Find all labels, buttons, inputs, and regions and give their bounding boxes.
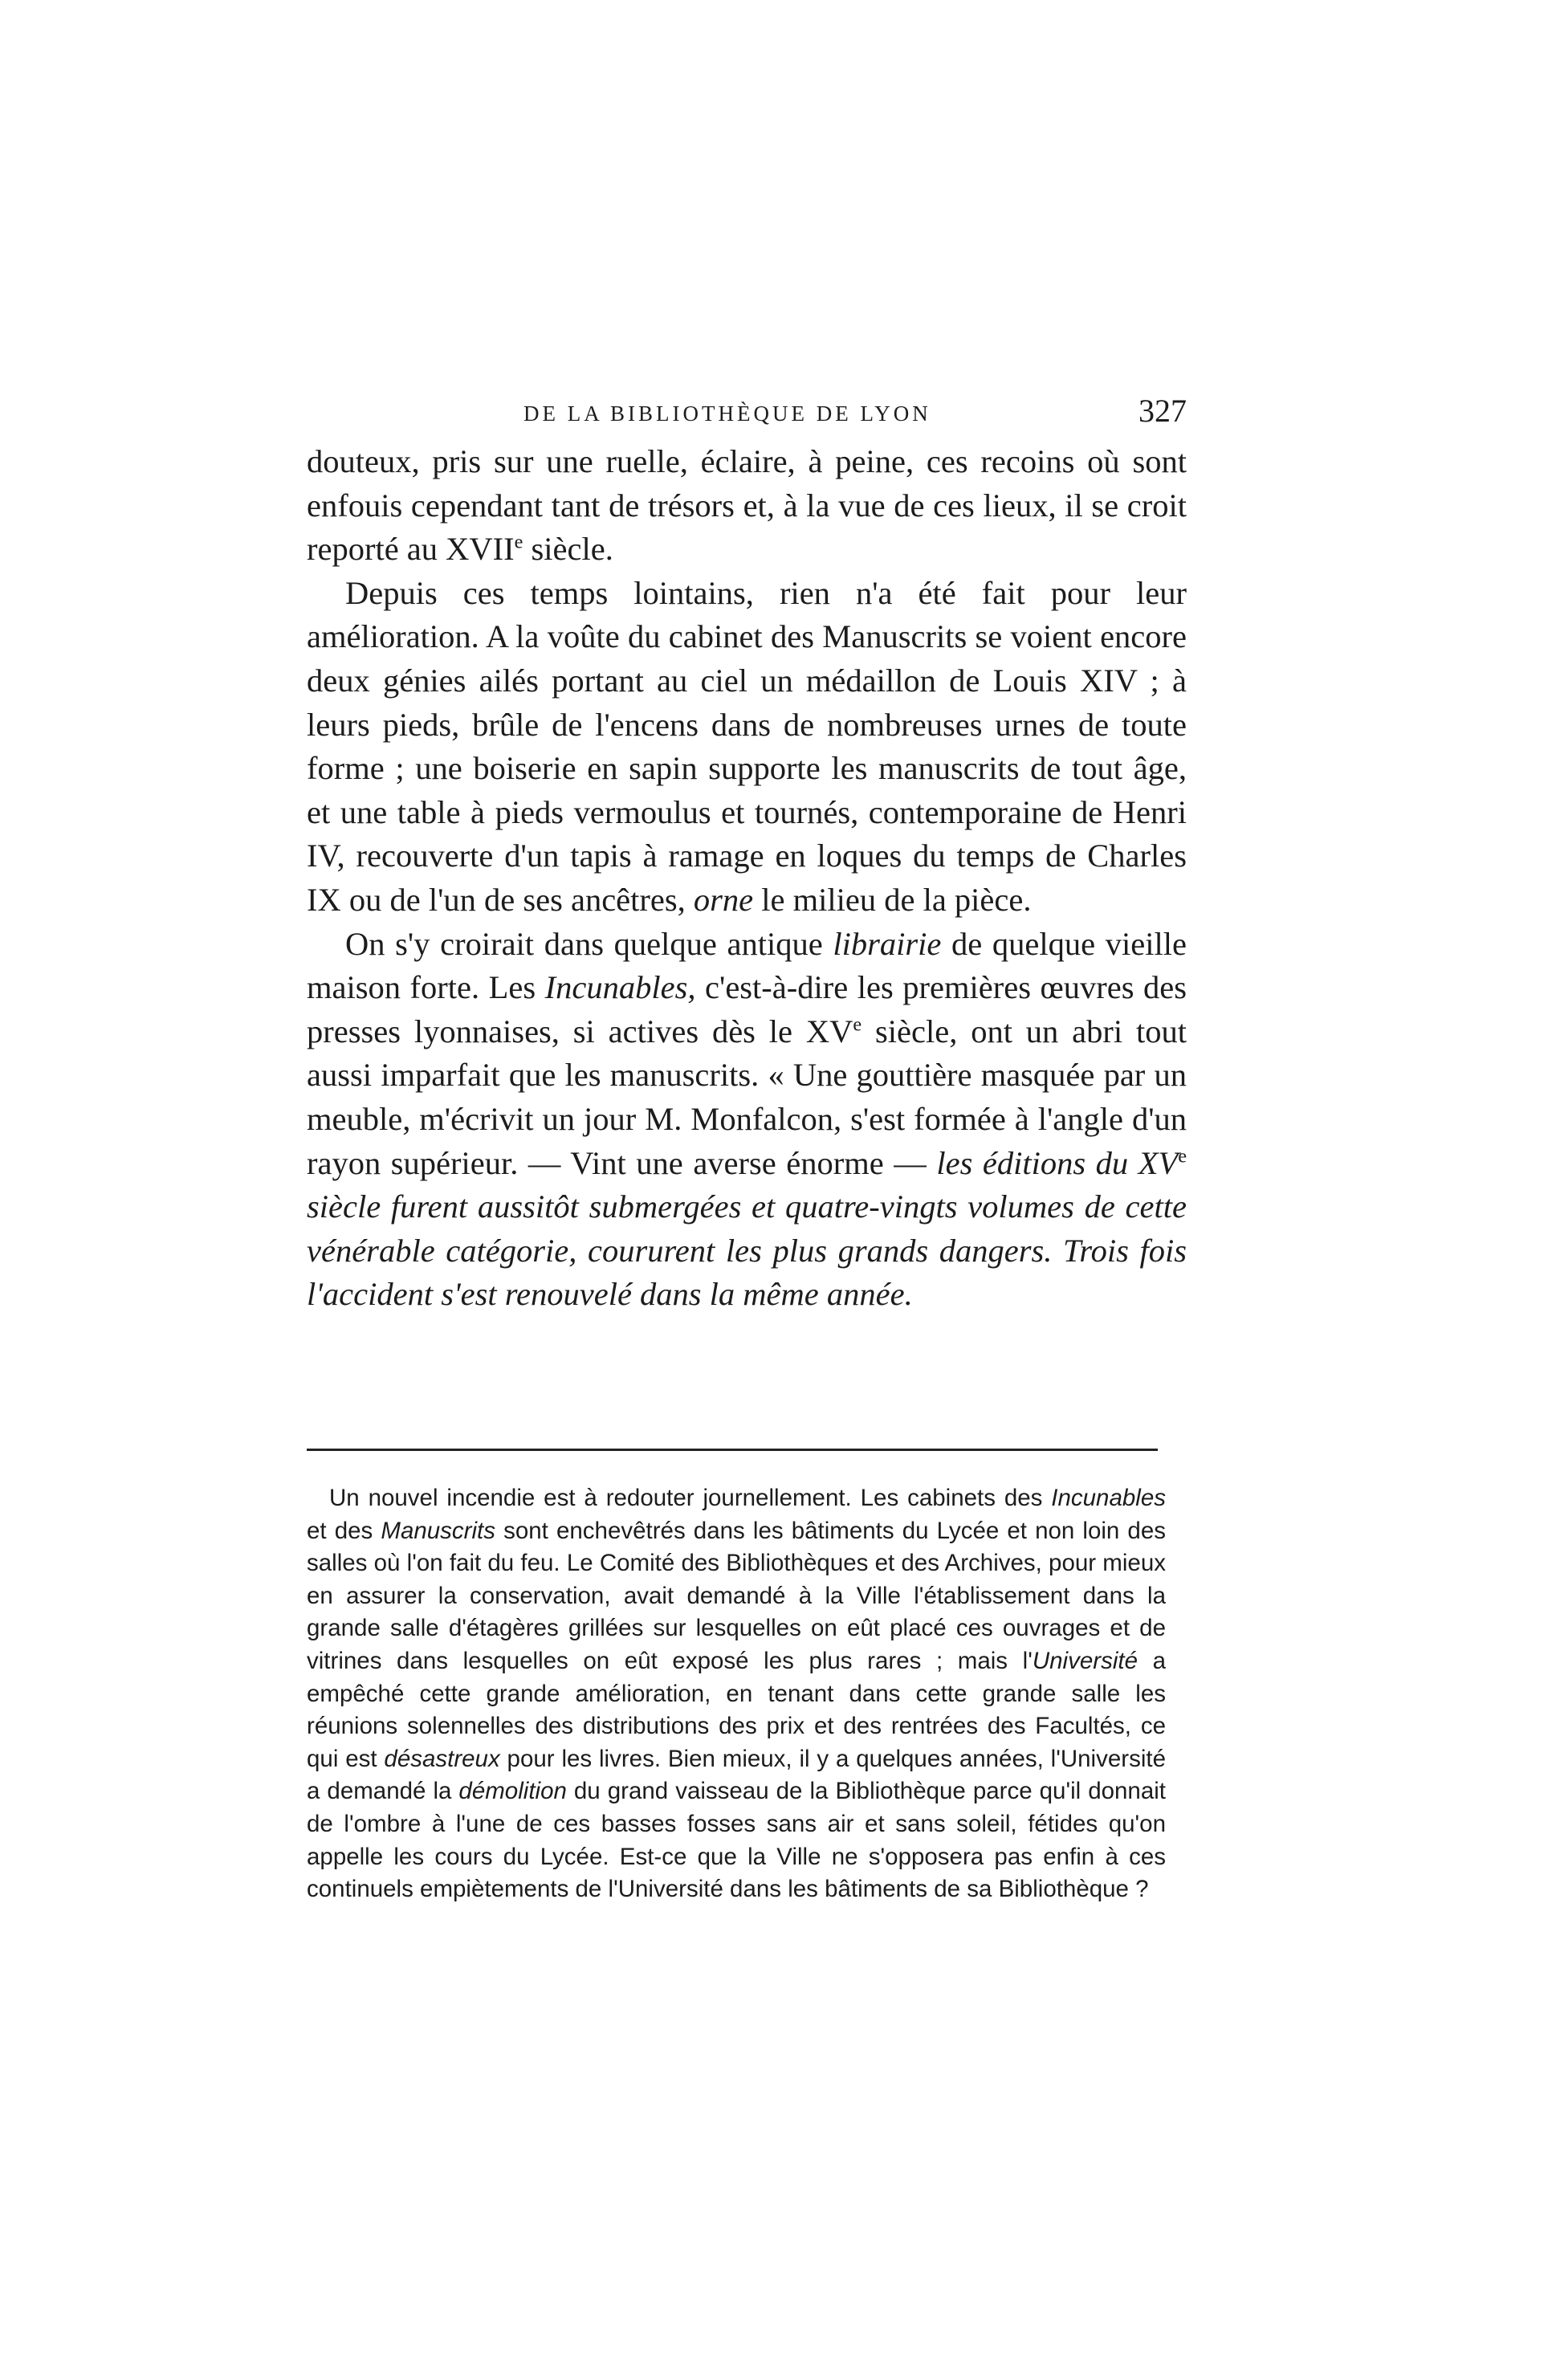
text-run: a empêché cette grande amélioration, en tenant dans cette grande salle les réunions solennelles des distributions des prix et des rentrées des Facultés, ce qui est	[307, 1647, 1166, 1772]
text-run: On s'y croirait dans quelque antique	[345, 925, 833, 962]
italic-run: siècle furent aussitôt submergées et quatre-vingts volumes de cette vénérable catégorie, coururent les plus grands dangers. Trois fois l'accident s'est renouvelé dans la même année.	[307, 1188, 1187, 1313]
text-run: Un nouvel incendie est à redouter journellement. Les cabinets des	[329, 1485, 1052, 1511]
text-run: Depuis ces temps lointains, rien n'a été fait pour leur amélioration. A la voûte du cabinet des Manuscrits se voient encore deux génies ailés portant au ciel un médaillon de Louis XIV ; à leurs pieds, brûle de l'encens dans de nombreuses urnes de toute forme ; une boiserie en sapin supporte les manuscrits de tout âge, et une table à pieds vermoulus et tournés, contemporaine de Henri IV, recouverte d'un tapis à ramage en loques du temps de Charles IX ou de l'un de ses ancêtres,	[307, 574, 1187, 918]
text-run: sont enchevêtrés dans les bâtiments du Lycée et non loin des salles où l'on fait du feu. Le Comité des Bibliothèques et des Archives, pour mieux en assurer la conservation, avait demandé à la Ville l'établissement dans la grande salle d'étagères grillées sur lesquelles on eût placé ces ouvrages et de vitrines dans lesquelles on eût exposé les plus rares ; mais l'	[307, 1517, 1166, 1674]
text-run: le milieu de la pièce.	[753, 881, 1032, 918]
italic-run: désastreux	[384, 1745, 500, 1772]
text-run: du grand vaisseau de la Bibliothèque parce qu'il donnait de l'ombre à l'une de ces basses fosses sans air et sans soleil, fétides qu'on appelle les cours du Lycée. Est-ce que la Ville ne s'opposera pas enfin à ces continuels empiètements de l'Université dans les bâtiments de sa Bibliothèque ?	[307, 1778, 1166, 1903]
italic-run: orne	[693, 881, 754, 918]
italic-run: Manuscrits	[381, 1517, 496, 1544]
footnote	[307, 1482, 1166, 1906]
main-text	[307, 440, 1187, 1317]
running-head	[307, 392, 1187, 432]
paragraph-3	[307, 923, 1187, 1317]
text-run: siècle, ont un abri tout aussi imparfait que les manuscrits. « Une gouttière masquée par un meuble, m'écrivit un jour M. Monfalcon, s'est formée à l'angle d'un rayon supérieur. — Vint une averse énorme —	[307, 1013, 1187, 1181]
footnote-rule	[307, 1449, 1158, 1451]
text-run: de quelque vieille maison forte. Les	[307, 925, 1187, 1006]
page-number: 327	[1138, 393, 1187, 429]
paragraph-2	[307, 572, 1187, 923]
text-run: pour les livres. Bien mieux, il y a quelques années, l'Université a demandé la	[307, 1745, 1166, 1805]
text-run: douteux, pris sur une ruelle, éclaire, à peine, ces recoins où sont enfouis cependant tant de trésors et, à la vue de ces lieux, il se croit reporté au XVII	[307, 443, 1187, 568]
italic-run: Université	[1032, 1647, 1138, 1674]
text-run: et des	[307, 1517, 381, 1544]
text-run: c'est-à-dire les premières œuvres des presses lyonnaises, si actives dès le XV	[307, 969, 1187, 1049]
text-run: siècle.	[523, 531, 613, 568]
superscript: e	[514, 531, 523, 553]
superscript: e	[853, 1013, 862, 1036]
italic-run: les éditions du XV	[936, 1144, 1179, 1181]
paragraph-1	[307, 440, 1187, 572]
italic-run: Incunables	[1051, 1485, 1166, 1511]
running-title: DE LA BIBLIOTHÈQUE DE LYON	[523, 401, 931, 426]
italic-run: Incunables,	[544, 969, 696, 1006]
superscript: e	[1178, 1145, 1187, 1167]
italic-run: démolition	[458, 1778, 567, 1805]
italic-run: librairie	[833, 925, 942, 962]
